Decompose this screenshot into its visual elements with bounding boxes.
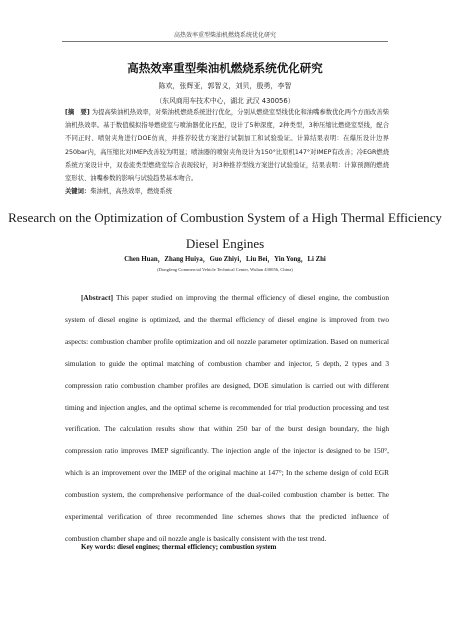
chinese-keywords-label: 关键词： <box>65 188 91 195</box>
english-abstract <box>65 287 389 550</box>
chinese-abstract-text: 为提高柴油机热效率，对柴油机燃烧系统进行优化，分别从燃烧室型线优化和油嘴参数优化两个方面改善柴油机热效率。基于数值模拟指导燃烧室与喷油器优化匹配，设计了5种深度，2种类型，3种压缩比燃烧室型线，配合不同正时、喷射夹角进行DOE仿真，并推荐较优方案进行试制加工和试验验证。计算结果表明：在爆压设计边界250bar内，高压缩比对IMEP改善较为明显；喷油器的喷射夹角设计为150°比原机147°对IMEP有改善；冷EGR燃烧系统方案设计中，双卷流类型燃烧室综合表现较好，对3种推荐型线方案进行试验验证，结果表明：计算预测的燃烧室形状、油嘴参数的影响与试验趋势基本吻合。 <box>65 109 389 183</box>
chinese-title: 高热效率重型柴油机燃烧系统优化研究 <box>127 61 323 75</box>
chinese-abstract <box>65 106 389 185</box>
chinese-authors: 陈欢，张辉亚，郭智义，刘贝，殷勇，李智 <box>158 82 292 90</box>
running-head: 高热效率重型柴油机燃烧系统优化研究 <box>173 32 276 39</box>
english-authors: Chen Huan，Zhang Huiya，Guo Zhiyi，Liu Bei，Yin Yong，Li Zhi <box>124 256 326 263</box>
english-abstract-text: This paper studied on improving the thermal efficiency of diesel engine, the combustion system of diesel engine is optimized, and the thermal efficiency of diesel engine is improved from two aspects: combustion chamber profile optimization and oil nozzle parameter optimization. Based on numerical simulation to guide the optimal matching of combustion chamber and injector, 5 depth, 2 types and 3 compression ratio combustion chamber profiles are designed, DOE simulation is carried out with different timing and injection angles, and the optimal scheme is recommended for trial production processing and test verification. The calculation results show that within 250 bar of the burst design boundary, the high compression ratio improves IMEP significantly. The injection angle of the injector is designed to be 150°, which is an improvement over the IMEP of the original machine at 147°; In the scheme design of cold EGR combustion system, the comprehensive performance of the dual-coiled combustion chamber is better. The experimental verification of three recommended line schemes shows that the predicted influence of combustion chamber shape and oil nozzle angle is basically consistent with the test trend. <box>65 293 389 543</box>
english-keywords: Key words: diesel engines; thermal efficiency; combustion system <box>81 543 277 551</box>
chinese-keywords-text: 柴油机，高热效率，燃烧系统 <box>90 188 173 195</box>
english-abstract-label: [Abstract] <box>81 293 114 302</box>
chinese-abstract-label: [摘 要] <box>65 109 90 116</box>
english-title: Research on the Optimization of Combustion System of a High Thermal Efficiency Diesel Engines <box>8 210 442 251</box>
chinese-affiliation: （东风商用车技术中心，湖北 武汉 430056） <box>155 97 295 105</box>
english-affiliation: (Dongfeng Commercial Vehicle Technical Center, Wuhan 430056, China) <box>157 267 293 272</box>
header-rule <box>62 41 388 42</box>
chinese-keywords <box>65 186 389 195</box>
